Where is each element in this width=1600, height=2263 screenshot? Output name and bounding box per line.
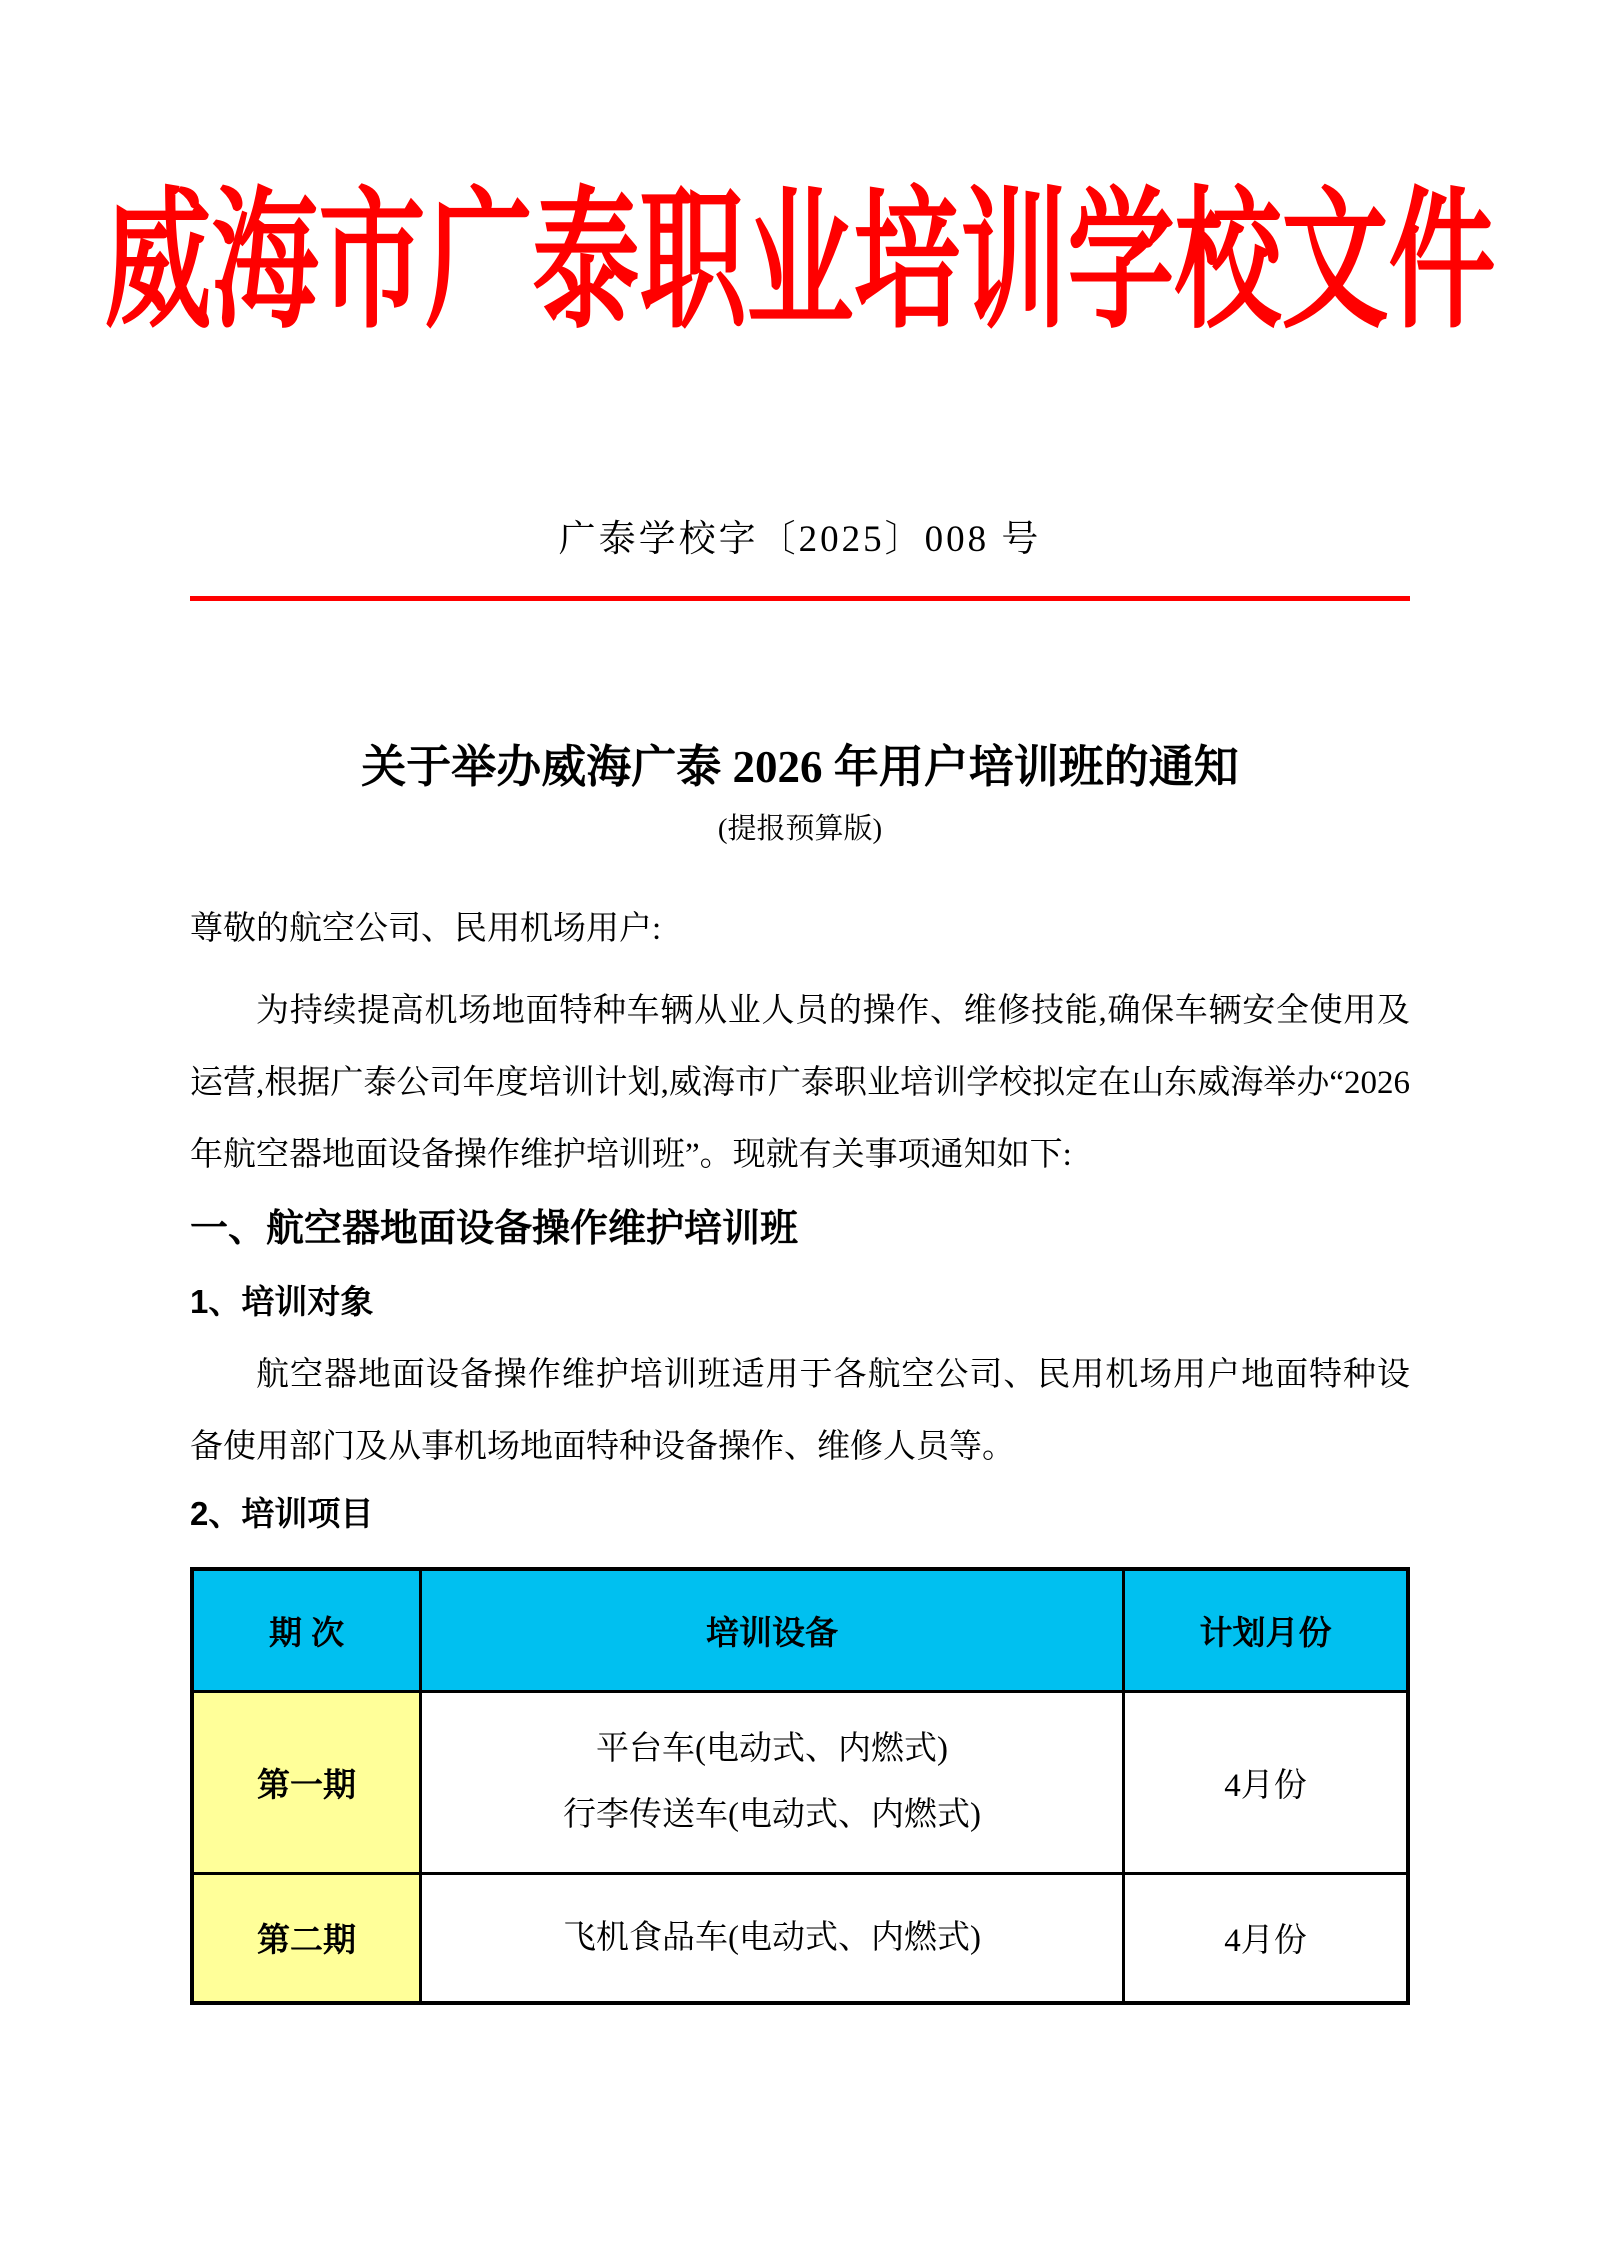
equipment-line: 平台车(电动式、内燃式) — [596, 1731, 949, 1767]
table-header-period: 期 次 — [192, 1569, 421, 1691]
month-cell: 4月份 — [1123, 1691, 1408, 1873]
table-header-month: 计划月份 — [1123, 1569, 1408, 1691]
sub-heading-training-targets: 1、培训对象 — [190, 1283, 374, 1320]
salutation: 尊敬的航空公司、民用机场用户: — [190, 911, 662, 947]
notice-title: 关于举办威海广泰 2026 年用户培训班的通知 — [361, 742, 1239, 792]
table-header-row — [192, 1569, 1408, 1691]
equipment-line: 飞机食品车(电动式、内燃式) — [563, 1919, 982, 1956]
table-row — [192, 1873, 1408, 2003]
table-row — [192, 1691, 1408, 1873]
intro-paragraph: 为持续提高机场地面特种车辆从业人员的操作、维修技能,确保车辆安全使用及运营,根据广泰公司年度培训计划,威海市广泰职业培训学校拟定在山东威海举办“2026年航空器地面设备操作维护培训班”。现就有关事项通知如下: — [190, 993, 1410, 1173]
red-divider-line — [190, 596, 1410, 601]
period-cell: 第一期 — [192, 1691, 421, 1873]
section-1-heading: 一、航空器地面设备操作维护培训班 — [190, 1208, 799, 1250]
month-cell: 4月份 — [1123, 1873, 1408, 2003]
table-header-equipment: 培训设备 — [421, 1569, 1124, 1691]
period-cell: 第二期 — [192, 1873, 421, 2003]
document-number: 广泰学校字〔2025〕008 号 — [558, 519, 1042, 560]
sub-heading-training-projects: 2、培训项目 — [190, 1495, 374, 1532]
equipment-line: 行李传送车(电动式、内燃式) — [563, 1797, 982, 1833]
equipment-cell — [421, 1691, 1124, 1873]
training-targets-paragraph: 航空器地面设备操作维护培训班适用于各航空公司、民用机场用户地面特种设备使用部门及从事机场地面特种设备操作、维修人员等。 — [190, 1357, 1410, 1465]
notice-subtitle: (提报预算版) — [717, 813, 883, 845]
equipment-cell — [421, 1873, 1124, 2003]
masthead-banner — [0, 148, 1600, 348]
training-schedule-table — [190, 1567, 1410, 2005]
masthead-title: 威海市广泰职业培训学校文件 — [104, 179, 1496, 348]
